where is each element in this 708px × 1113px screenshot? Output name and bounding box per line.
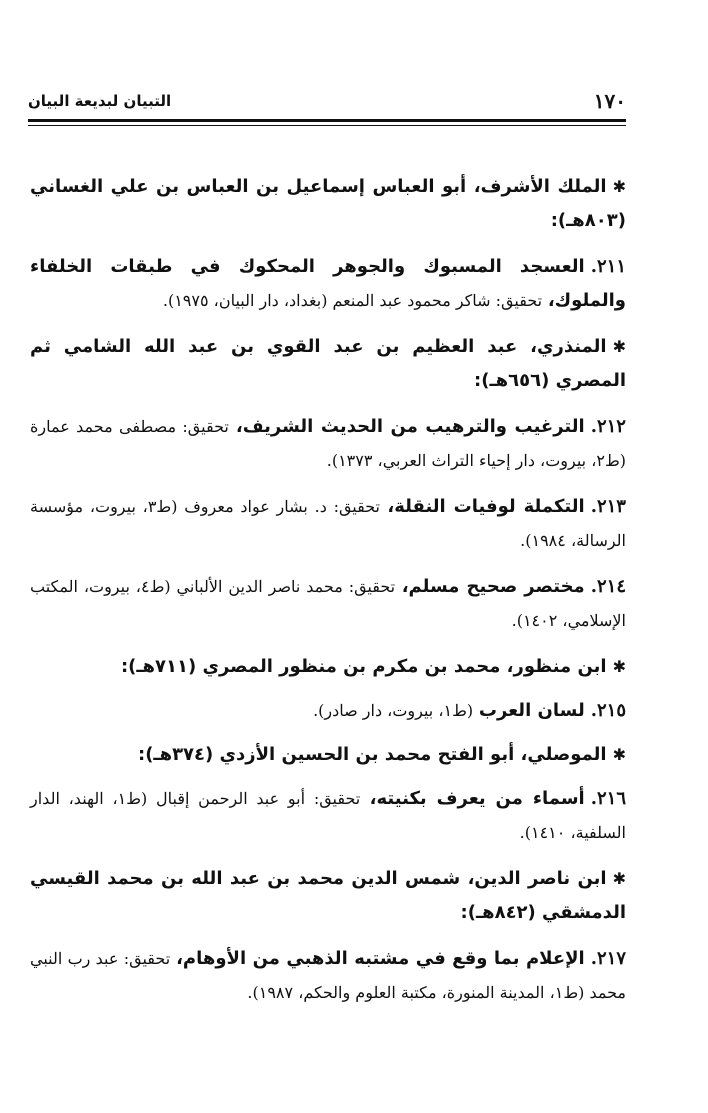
work-detail: تحقيق: أبو عبد الرحمن إقبال (ط١، الهند، الدار السلفية، ١٤١٠). [30, 789, 626, 842]
entry-number: ٢١٥. [590, 700, 626, 721]
entry-number: ٢١٣. [590, 496, 626, 517]
asterisk-icon: ✱ [612, 869, 626, 888]
asterisk-icon: ✱ [612, 177, 626, 196]
entry-number: ٢١٦. [590, 788, 627, 809]
header-rule-thick [28, 119, 626, 122]
author-text: المنذري، عبد العظيم بن عبد القوي بن عبد الله الشامي ثم المصري (٦٥٦هـ): [30, 336, 626, 391]
author-entry [30, 650, 626, 684]
work-title: العسجد المسبوك والجوهر المحكوك في طبقات الخلفاء والملوك، [30, 256, 626, 311]
author-entry [30, 170, 626, 238]
work-detail: تحقيق: شاكر محمود عبد المنعم (بغداد، دار البيان، ١٩٧٥). [162, 291, 543, 310]
author-text: ابن منظور، محمد بن مكرم بن منظور المصري (٧١١هـ): [120, 656, 607, 677]
work-detail: تحقيق: عبد رب النبي محمد (ط١، المدينة المنورة، مكتبة العلوم والحكم، ١٩٨٧). [30, 949, 626, 1002]
header-rule-thin [28, 125, 626, 126]
work-entry [30, 410, 626, 478]
entry-number: ٢١١. [590, 256, 626, 277]
author-text: الموصلي، أبو الفتح محمد بن الحسين الأزدي (٣٧٤هـ): [138, 744, 607, 765]
work-detail: تحقيق: مصطفى محمد عمارة (ط٢، بيروت، دار إحياء التراث العربي، ١٣٧٣). [30, 417, 626, 470]
asterisk-icon: ✱ [612, 745, 626, 764]
entry-number: ٢١٧. [590, 948, 626, 969]
running-title: التبيان لبديعة البيان [28, 92, 172, 110]
work-title: مختصر صحيح مسلم، [401, 576, 585, 597]
work-title: الإعلام بما وقع في مشتبه الذهبي من الأوهام، [176, 948, 585, 969]
entry-number: ٢١٢. [590, 416, 626, 437]
author-text: الملك الأشرف، أبو العباس إسماعيل بن العباس بن علي الغساني (٨٠٣هـ): [30, 176, 626, 231]
asterisk-icon: ✱ [612, 337, 626, 356]
author-entry [30, 738, 626, 772]
work-title: أسماء من يعرف بكنيته، [369, 788, 585, 809]
work-entry [30, 942, 626, 1010]
page-number: ١٧٠ [593, 89, 626, 113]
work-title: التكملة لوفيات النقلة، [387, 496, 585, 517]
bibliography-list [30, 170, 626, 1022]
work-title: لسان العرب [478, 700, 585, 721]
author-entry [30, 330, 626, 398]
author-text: ابن ناصر الدين، شمس الدين محمد بن عبد الله بن محمد القيسي الدمشقي (٨٤٢هـ): [30, 868, 626, 923]
work-entry [30, 490, 626, 558]
work-entry [30, 570, 626, 638]
asterisk-icon: ✱ [612, 657, 626, 676]
work-entry [30, 782, 626, 850]
work-detail: (ط١، بيروت، دار صادر). [313, 701, 474, 720]
page-header [28, 88, 626, 114]
work-title: الترغيب والترهيب من الحديث الشريف، [235, 416, 585, 437]
entry-number: ٢١٤. [590, 576, 626, 597]
work-entry [30, 250, 626, 318]
work-entry [30, 694, 626, 728]
work-detail: تحقيق: محمد ناصر الدين الألباني (ط٤، بيروت، المكتب الإسلامي، ١٤٠٢). [30, 577, 626, 630]
author-entry [30, 862, 626, 930]
work-detail: تحقيق: د. بشار عواد معروف (ط٣، بيروت، مؤسسة الرسالة، ١٩٨٤). [30, 497, 626, 550]
